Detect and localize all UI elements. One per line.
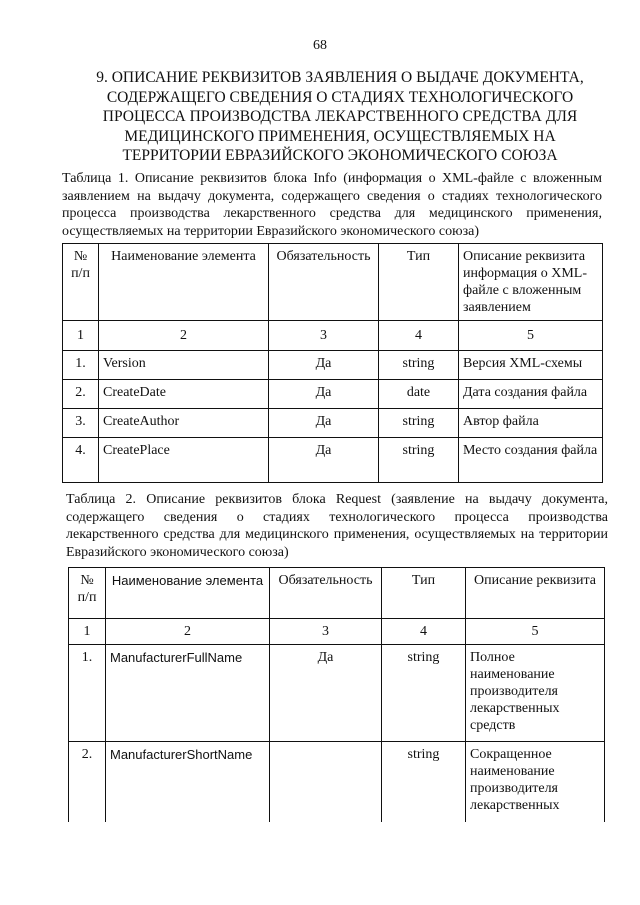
section-title-line: ТЕРРИТОРИИ ЕВРАЗИЙСКОГО ЭКОНОМИЧЕСКОГО СОЮЗА [122,147,558,164]
row-description: Автор файла [459,409,603,438]
table-header-row [69,568,605,619]
row-required: Да [269,351,379,380]
column-number: 3 [270,619,382,645]
row-num: 2. [63,380,99,409]
column-number: 5 [466,619,605,645]
row-name: ManufacturerShortName [106,742,270,823]
section-title-line: МЕДИЦИНСКОГО ПРИМЕНЕНИЯ, ОСУЩЕСТВЛЯЕМЫХ НА [124,127,556,145]
row-description: Версия XML-схемы [459,351,603,380]
row-type: string [379,351,459,380]
row-type: string [379,438,459,483]
row-required: Да [269,438,379,483]
column-number: 4 [382,619,466,645]
row-type: string [379,409,459,438]
row-name: CreatePlace [99,438,269,483]
column-number: 5 [459,321,603,351]
table-row [63,409,603,438]
column-number: 4 [379,321,459,351]
column-number: 2 [99,321,269,351]
header-required: Обязательность [269,244,379,321]
header-num: № п/п [63,244,99,321]
section-title-line: ПРОЦЕССА ПРОИЗВОДСТВА ЛЕКАРСТВЕННОГО СРЕДСТВА ДЛЯ [102,108,578,125]
table2-caption: Таблица 2. Описание реквизитов блока Request (заявление на выдачу документа, содержащего сведения о стадиях технологического процесса производства лекарственного средства для медицинского применения, осуществляемых на территории Евразийского экономического союза) [66,492,608,560]
header-description: Описание реквизита [466,568,605,619]
row-name: ManufacturerFullName [106,645,270,742]
row-name: Version [99,351,269,380]
table-row [63,351,603,380]
header-type: Тип [379,244,459,321]
table-row [63,380,603,409]
row-description: Полное наименование производителя лекарственных средств [466,645,605,742]
header-type: Тип [382,568,466,619]
header-name: Наименование элемента [99,244,269,321]
table-header-row [63,244,603,321]
row-required: Да [269,380,379,409]
row-type: string [382,742,466,823]
header-required: Обязательность [270,568,382,619]
header-description: Описание реквизита информация о XML-файле с вложенным заявлением [459,244,603,321]
column-number: 2 [106,619,270,645]
header-num: № п/п [69,568,106,619]
section-title [80,68,600,166]
column-number: 1 [63,321,99,351]
table-row [69,742,605,823]
section-title-line: СОДЕРЖАЩЕГО СВЕДЕНИЯ О СТАДИЯХ ТЕХНОЛОГИЧЕСКОГО [106,88,574,106]
section-title-line: 9. ОПИСАНИЕ РЕКВИЗИТОВ ЗАЯВЛЕНИЯ О ВЫДАЧЕ ДОКУМЕНТА, [96,69,584,86]
row-required: Да [270,645,382,742]
request-table [68,567,605,822]
page-number: 68 [313,38,327,53]
row-num: 1. [63,351,99,380]
column-number: 3 [269,321,379,351]
column-numbers-row [69,619,605,645]
table-row [69,645,605,742]
table1-caption: Таблица 1. Описание реквизитов блока Info (информация о XML-файле с вложенным заявлением на выдачу документа, содержащего сведения о стадиях технологического процесса производства лекарственного средства для медицинского применения, осуществляемых на территории Евразийского экономического союза) [62,171,602,239]
info-table [62,243,603,483]
row-required [270,742,382,823]
header-name: Наименование элемента [106,568,270,619]
row-type: string [382,645,466,742]
row-num: 3. [63,409,99,438]
row-name: CreateDate [99,380,269,409]
row-type: date [379,380,459,409]
row-num: 2. [69,742,106,823]
row-description: Сокращенное наименование производителя лекарственных [466,742,605,823]
row-name: CreateAuthor [99,409,269,438]
row-num: 4. [63,438,99,483]
row-description: Место создания файла [459,438,603,483]
row-required: Да [269,409,379,438]
table-row [63,438,603,483]
row-num: 1. [69,645,106,742]
row-description: Дата создания файла [459,380,603,409]
column-numbers-row [63,321,603,351]
column-number: 1 [69,619,106,645]
